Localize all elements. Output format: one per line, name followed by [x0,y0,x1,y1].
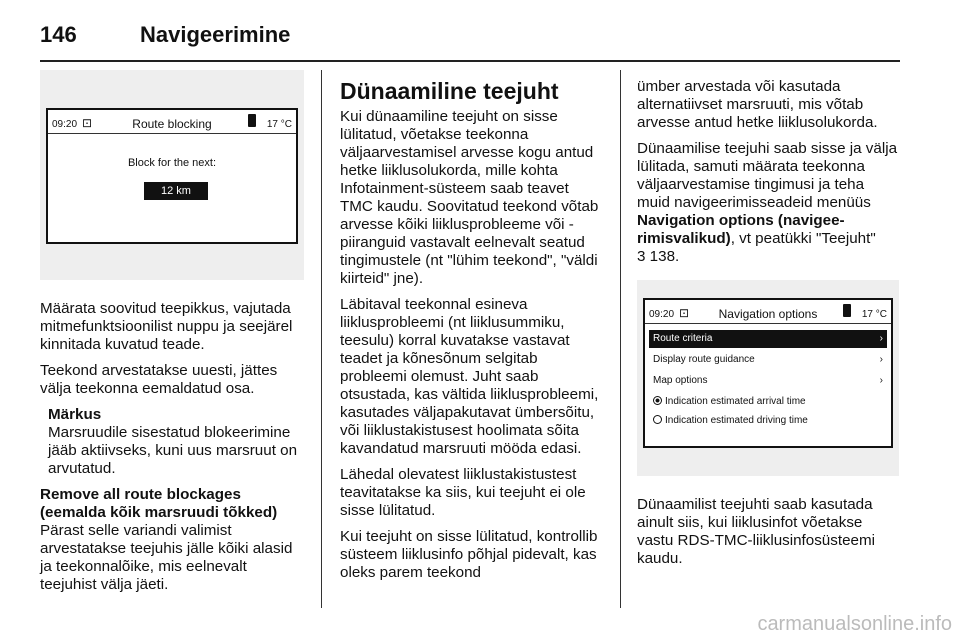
paragraph: Pärast selle variandi valimist arvestatakse teejuhis jälle kõiki alasid ja teekonnalõike, mis eelnevalt teejuhist välja jäeti. [40,522,293,593]
radio-unselected-icon [653,415,662,424]
chevron-right-icon: › [879,333,883,344]
display-screen [643,298,893,448]
column-1 [40,70,304,602]
phone-icon [843,304,851,317]
status-bar [645,300,891,324]
paragraph: Kui teejuht on sisse lülitatud, kontrollib süsteem liiklusinfo põhjal pidevalt, kas oleks parem teekond [340,528,598,581]
paragraph: ümber arvestada või kasutada alternatiivset marsruuti, mis võtab arvesse antud hetke liiklusolukorda. [637,78,878,131]
paragraph: Määrata soovitud teepikkus, vajutada mitmefunktsioonilist nuppu ja seejärel kinnitada kuvatud teade. [40,300,293,353]
radio-driving-time[interactable] [649,412,887,430]
page-ref-arrow-icon: 3 [637,248,646,265]
display-screen [46,108,298,244]
note-title: Märkus [48,406,102,423]
screen-title: Route blocking [132,117,212,131]
menu-item-map-options[interactable] [649,372,887,390]
block-label: Block for the next: [127,157,217,169]
menu-item-label: Map options [653,375,708,386]
menu-item-label: Indication estimated driving time [665,415,808,426]
text-run: , vt peatükki "Teejuht" [730,230,876,247]
clock: 09:20 [52,119,78,130]
text-run: Dünaamilise teejuhi saab sisse ja välja lülitada, samuti määrata teekonna väljaarvestamise tingimusi ja teha muid navigeerimisseadeid menüüs [637,140,898,211]
paragraph: Läbitaval teekonnal esineva liiklusprobleemi (nt liiklusummiku, teesulu) korral kuvatakse vastavat teadet ja kõnesõnum selgitab probleemi olemust. Juht saab otsustada, kas vältida liiklusprobleemi, kasutades väljapakutavat ümbersõitu, või liiklustakistusest hoolimata sõita kavandatud marsruuti mööda edasi. [340,296,599,457]
menu-item-label: Indication estimated arrival time [665,396,806,407]
paragraph: Kui dünaamiline teejuht on sisse lülitatud, võetakse teekonna väljaarvestamisel arvesse kogu antud hetke liiklusolukorda, mille kohta Infotainment-süsteem saab teavet TMC kaudu. Soovitatud teekond võtab arvesse kõiki liiklusprobleeme või -piiranguid vastavalt eelnevalt seatud tingimustele (nt "lühim teekond", "väldi kiirteid" jne). [340,108,599,287]
paragraph [637,140,899,266]
paragraph: Dünaamilist teejuhti saab kasutada ainult siis, kui liiklusinfot võetakse vastu RDS-TMC-liiklusinfosüsteemi kaudu. [637,496,875,567]
radio-arrival-time[interactable] [649,393,887,411]
chevron-right-icon: › [879,375,883,386]
navigation-icon: ⊡ [82,116,93,130]
paragraph: Lähedal olevatest liiklustakistustest teavitatakse ka siis, kui teejuht ei ole sisse lülitatud. [340,466,586,519]
menu-item-display-route-guidance[interactable] [649,351,887,369]
page-number: 146 [40,22,77,47]
column-2 [340,78,602,590]
column-divider [321,70,322,608]
menu-item-route-criteria[interactable] [649,330,887,348]
temperature: 17 °C [861,309,887,320]
distance-value: 12 km [144,182,208,200]
route-blocking-screenshot [40,70,304,280]
temperature: 17 °C [266,119,292,130]
page-header [40,18,900,62]
menu-item-label: Route criteria [653,333,713,344]
column-3 [637,78,899,576]
navigation-options-screenshot [637,280,899,476]
navigation-icon: ⊡ [679,306,690,320]
note [48,406,304,478]
paragraph: Teekond arvestatakse uuesti, jättes välja teekonna eemaldatud osa. [40,362,278,397]
page-reference: 138. [645,248,680,265]
status-bar [48,110,296,134]
section-heading: Dünaamiline teejuht [340,78,559,104]
clock: 09:20 [649,309,675,320]
chevron-right-icon: › [879,354,883,365]
phone-icon [248,114,256,127]
menu-reference: Navigation options (navigee-rimisvalikud) [637,212,845,247]
note-text: Marsruudile sisestatud blokeerimine jääb aktiivseks, kuni uus marsruut on arvutatud. [48,424,298,477]
watermark: carmanualsonline.info [757,613,952,635]
screen-title: Navigation options [718,307,818,321]
radio-selected-icon [653,396,662,405]
chapter-title: Navigeerimine [140,22,291,47]
column-divider [620,70,621,608]
menu-item-label: Display route guidance [653,354,755,365]
sub-heading: Remove all route blockages (eemalda kõik marsruudi tõkked) [40,486,278,521]
